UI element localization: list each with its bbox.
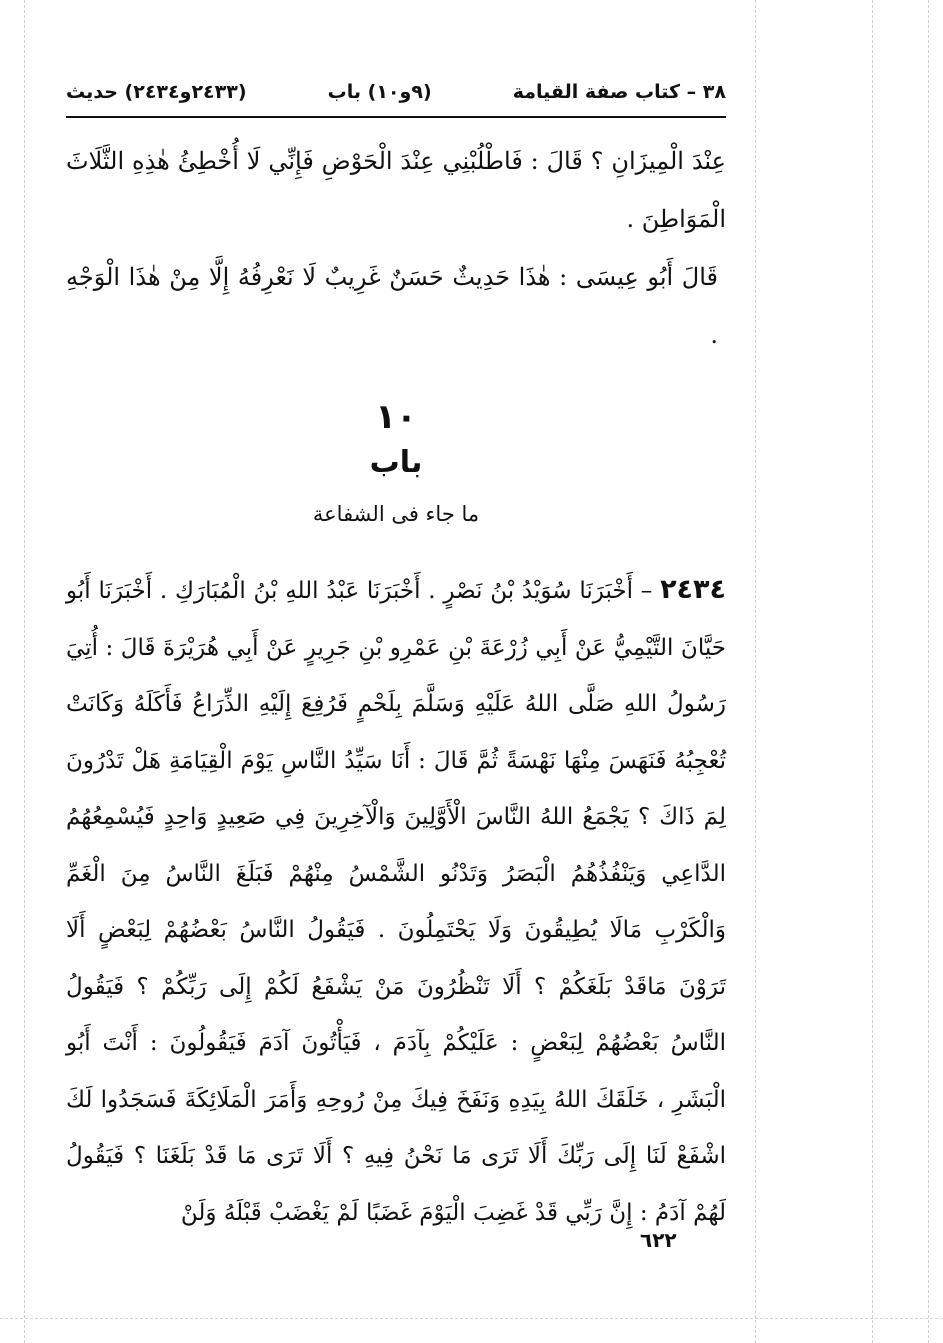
tirmidhi-note: قَالَ أَبُو عِيسَى : هٰذَا حَدِيثٌ حَسَنٌ غَرِيبٌ لَا نَعْرِفُهُ إِلَّا مِنْ هٰذَا الْوَجْهِ . [66, 263, 718, 349]
hadith-block [66, 562, 726, 1241]
header-chapter-range: (٩و١٠) باب [327, 81, 432, 103]
scan-guide [872, 0, 873, 1343]
page-number: ٦٢٢ [640, 1228, 677, 1252]
running-header [66, 70, 726, 114]
continued-paragraph: عِنْدَ الْمِيزَانِ ؟ قَالَ : فَاطْلُبْنِي عِنْدَ الْحَوْضِ فَإِنِّي لَا أُخْطِئُ هٰذِهِ الثَّلَاثَ الْمَوَاطِنَ . [66, 147, 726, 233]
scan-guide [928, 0, 929, 1343]
continued-text [66, 132, 726, 364]
header-hadith-range: (٢٤٣٣و٢٤٣٤) حديث [66, 81, 247, 103]
hadith-number: ٢٤٣٤ [660, 574, 726, 605]
scan-guide [755, 0, 756, 1343]
header-rule [66, 116, 726, 118]
chapter-title: ما جاء فى الشفاعة [312, 502, 480, 526]
chapter-word: باب [369, 445, 423, 480]
chapter-heading [66, 394, 726, 536]
scan-guide [24, 0, 25, 1343]
chapter-number: ١٠ [375, 397, 417, 437]
book-page [66, 70, 726, 1241]
scan-guide [0, 1318, 943, 1319]
hadith-text: – أَخْبَرَنَا سُوَيْدُ بْنُ نَصْرٍ . أَخْبَرَنَا عَبْدُ اللهِ بْنُ الْمُبَارَكِ . أَخْبَرَنَا أَبُو حَيَّانَ التَّيْمِيُّ عَنْ أَبِي زُرْعَةَ بْنِ عَمْرِو بْنِ جَرِيرٍ عَنْ أَبِي هُرَيْرَةَ قَالَ : أُتِيَ رَسُولُ اللهِ صَلَّى اللهُ عَلَيْهِ وَسَلَّمَ بِلَحْمٍ فَرُفِعَ إِلَيْهِ الذِّرَاعُ فَأَكَلَهُ وَكَانَتْ تُعْجِبُهُ فَنَهَسَ مِنْهَا نَهْسَةً ثُمَّ قَالَ : أَنَا سَيِّدُ النَّاسِ يَوْمَ الْقِيَامَةِ هَلْ تَدْرُونَ لِمَ ذَاكَ ؟ يَجْمَعُ اللهُ النَّاسَ الْأَوَّلِينَ وَالْآخِرِينَ فِي صَعِيدٍ وَاحِدٍ فَيُسْمِعُهُمُ الدَّاعِي وَيَنْفُذُهُمُ الْبَصَرُ وَتَدْنُو الشَّمْسُ مِنْهُمْ فَبَلَغَ النَّاسُ مِنَ الْغَمِّ وَالْكَرْبِ مَالَا يُطِيقُونَ وَلَا يَحْتَمِلُونَ . فَيَقُولُ النَّاسُ بَعْضُهُمْ لِبَعْضٍ أَلَا تَرَوْنَ مَاقَدْ بَلَغَكُمْ ؟ أَلَا تَنْظُرُونَ مَنْ يَشْفَعُ لَكُمْ إِلَى رَبِّكُمْ ؟ فَيَقُولُ النَّاسُ بَعْضُهُمْ لِبَعْضٍ : عَلَيْكُمْ بِآدَمَ ، فَيَأْتُونَ آدَمَ فَيَقُولُونَ : أَنْتَ أَبُو الْبَشَرِ ، خَلَقَكَ اللهُ بِيَدِهِ وَنَفَخَ فِيكَ مِنْ رُوحِهِ وَأَمَرَ الْمَلَائِكَةَ فَسَجَدُوا لَكَ اشْفَعْ لَنَا إِلَى رَبِّكَ أَلَا تَرَى مَا نَحْنُ فِيهِ ؟ أَلَا تَرَى مَا قَدْ بَلَغَنَا ؟ فَيَقُولُ لَهُمْ آدَمُ : إِنَّ رَبِّي قَدْ غَضِبَ الْيَوْمَ غَضَبًا لَمْ يَغْضَبْ قَبْلَهُ وَلَنْ [66, 578, 726, 1226]
header-book-title: ٣٨ – كتاب صفة القيامة [512, 81, 726, 103]
